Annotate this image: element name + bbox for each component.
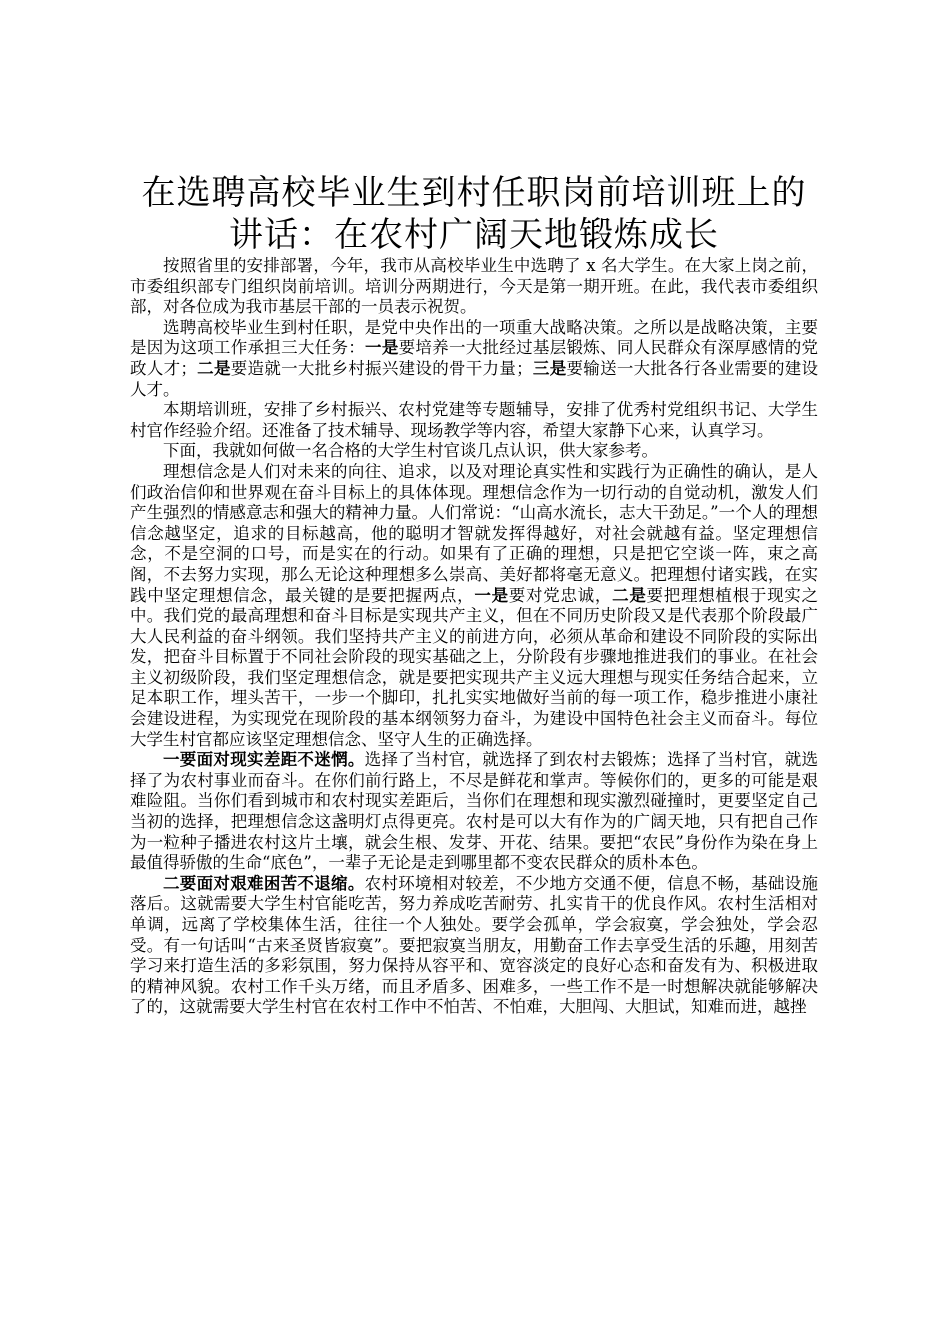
bold-text-run: 二是 — [612, 585, 647, 605]
text-run: 农村环境相对较差，不少地方交通不便，信息不畅，基础设施落后。这就需要大学生村官能吃苦，努力养成吃苦耐劳、扎实肯干的优良作风。农村生活相对单调，远离了学校集体生活，往往一个人独处。要学会孤单，学会寂寞，学会独处，学会忍受。有一句话叫“古来圣贤皆寂寞”。要把寂寞当朋友，用勤奋工作去享受生活的乐趣，用刻苦学习来打造生活的多彩氛围，努力保持从容平和、宽容淡定的良好心态和奋发有为、积极进取的精神风貌。农村工作千头万绪，而且矛盾多、困难多，一些工作不是一时想解决就能够解决了的，这就需要大学生村官在农村工作中不怕苦、不怕难，大胆闯、大胆试，知难而进，越挫 — [130, 873, 819, 1017]
text-run: 下面，我就如何做一名合格的大学生村官谈几点认识，供大家参考。 — [163, 441, 658, 461]
body-paragraph — [130, 441, 818, 462]
text-run: 要造就一大批乡村振兴建设的骨干力量； — [230, 358, 533, 378]
bold-text-run: 三是 — [532, 358, 567, 378]
bold-text-run: 一是 — [365, 338, 399, 358]
text-run: 理想信念是人们对未来的向往、追求，以及对理论真实性和实践行为正确性的确认，是人们政治信仰和世界观在奋斗目标上的具体体现。理想信念作为一切行动的自觉动机，激发人们产生强烈的情感意志和强大的精神力量。人们常说：“山高水流长，志大干劲足。”一个人的理想信念越坚定，追求的目标越高，他的聪明才智就发挥得越好，对社会就越有益。坚定理想信念，不是空洞的口号，而是实在的行动。如果有了正确的理想，只是把它空谈一阵，束之高阁，不去努力实现，那么无论这种理想多么崇高、美好都将毫无意义。把理想付诸实践，在实践中坚定理想信念，最关键的是要把握两点， — [130, 461, 818, 605]
bold-text-run: 二要面对艰难困苦不退缩。 — [163, 873, 365, 893]
bold-text-run: 二是 — [196, 358, 231, 378]
text-run: 选聘高校毕业生到村任职，是党中央作出的一项重大战略决策。之所以是战略决策，主要是因为这项工作承担三大任务： — [130, 317, 818, 358]
text-run: 按照省里的安排部署，今年，我市从高校毕业生中选聘了 x 名大学生。在大家上岗之前，市委组织部专门组织岗前培训。培训分两期进行，今天是第一期开班。在此，我代表市委组织部，对各位成为我市基层干部的一员表示祝贺。 — [130, 256, 818, 317]
document-body — [130, 256, 818, 1018]
body-paragraph — [130, 462, 818, 750]
document-page — [130, 172, 818, 1018]
body-paragraph — [130, 874, 818, 1018]
text-run: 选择了当村官，就选择了到农村去锻炼；选择了当村官，就选择了为农村事业而奋斗。在你们前行路上，不尽是鲜花和掌声。等候你们的，更多的可能是艰难险阻。当你们看到城市和农村现实差距后，当你们在理想和现实激烈碰撞时，更要坚定自己当初的选择，把理想信念这盏明灯点得更亮。农村是可以大有作为的广阔天地，只有把自己作为一粒种子播进农村这片土壤，就会生根、发芽、开花、结果。要把“农民”身份作为染在身上最值得骄傲的生命“底色”，一辈子无论是走到哪里都不变农民群众的质朴本色。 — [130, 750, 819, 873]
body-paragraph — [130, 750, 818, 874]
text-run: 要把理想植根于现实之中。我们党的最高理想和奋斗目标是实现共产主义，但在不同历史阶段又是代表那个阶段最广大人民利益的奋斗纲领。我们坚持共产主义的前进方向，必须从革命和建设不同阶段的实际出发，把奋斗目标置于不同社会阶段的现实基础之上，分阶段有步骤地推进我们的事业。在社会主义初级阶段，我们坚定理想信念，就是要把实现共产主义远大理想与现实任务结合起来，立足本职工作，埋头苦干，一步一个脚印，扎扎实实地做好当前的每一项工作，稳步推进小康社会建设进程，为实现党在现阶段的基本纲领努力奋斗，为建设中国特色社会主义而奋斗。每位大学生村官都应该坚定理想信念、坚守人生的正确选择。 — [130, 585, 819, 749]
text-run: 本期培训班，安排了乡村振兴、农村党建等专题辅导，安排了优秀村党组织书记、大学生村官作经验介绍。还准备了技术辅导、现场教学等内容，希望大家静下心来，认真学习。 — [130, 400, 818, 440]
text-run: 要输送一大批各行各业需要的建设人才。 — [130, 358, 819, 399]
bold-text-run: 一是 — [474, 585, 509, 605]
text-run: 要培养一大批经过基层锻炼、同人民群众有深厚感情的党政人才； — [130, 338, 819, 378]
text-run: 要对党忠诚， — [508, 585, 613, 605]
document-title: 在选聘高校毕业生到村任职岗前培训班上的讲话：在农村广阔天地锻炼成长 — [141, 173, 807, 255]
body-paragraph — [130, 318, 818, 400]
body-paragraph — [130, 400, 818, 441]
bold-text-run: 一要面对现实差距不迷惘。 — [163, 750, 365, 770]
body-paragraph — [130, 256, 818, 318]
